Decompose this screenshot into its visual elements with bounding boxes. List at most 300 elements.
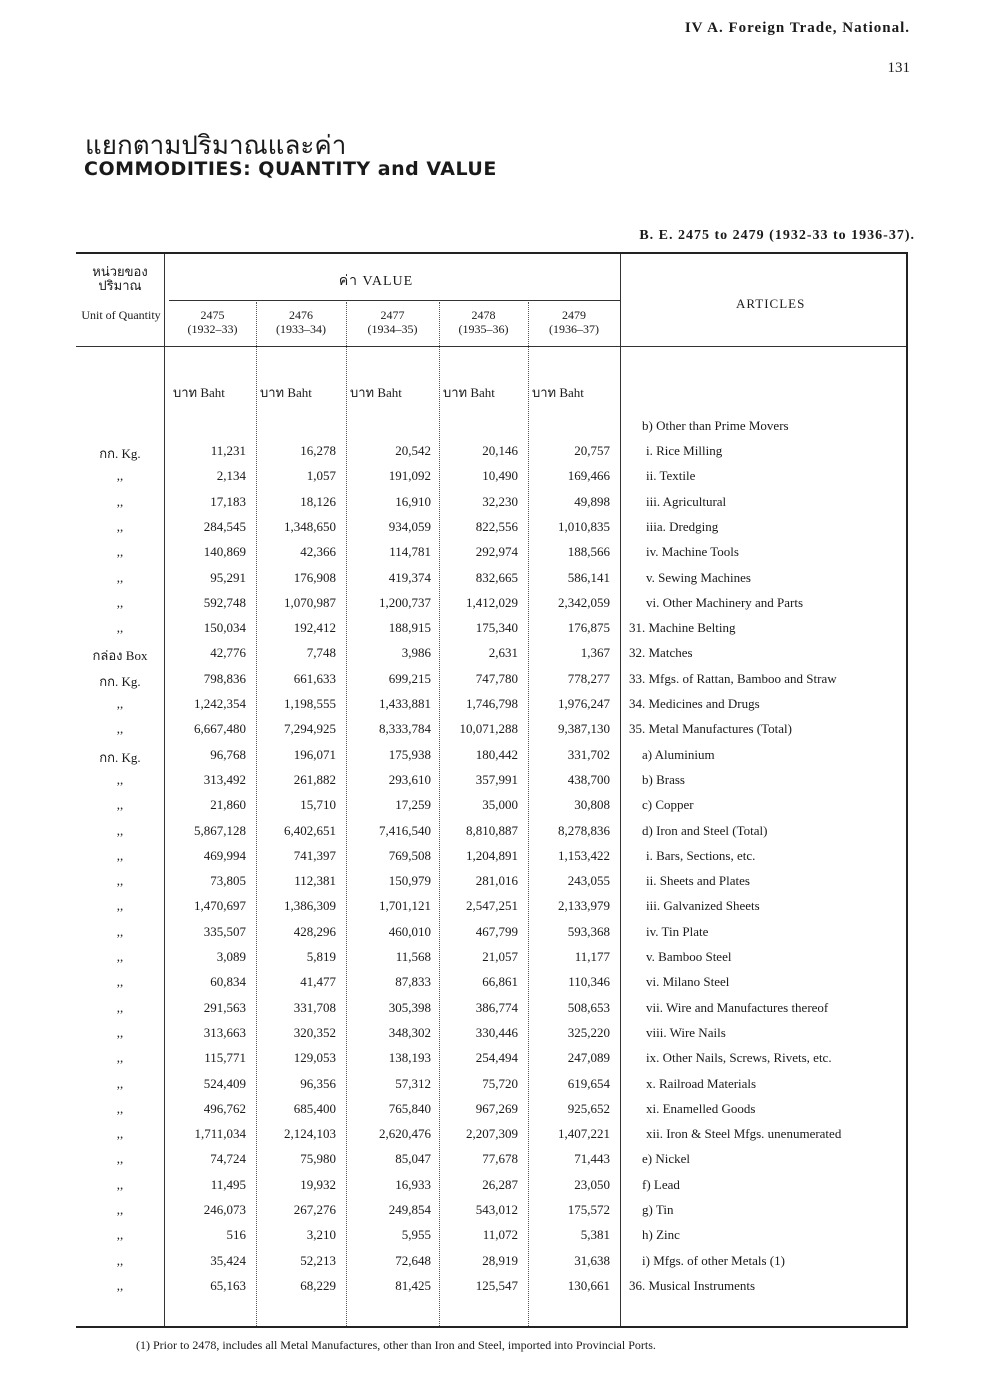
value-cell-2475: 592,748: [203, 594, 246, 610]
article-cell: iiia. Dredging: [646, 518, 719, 534]
year-ad: (1935–36): [458, 322, 509, 336]
unit-cell: กล่อง Box: [92, 648, 148, 664]
unit-cell: ,,: [116, 1176, 124, 1192]
value-cell-2478: 20,146: [482, 443, 518, 458]
article-cell: xii. Iron & Steel Mfgs. unenumerated: [646, 1126, 842, 1142]
table-row: [76, 898, 906, 920]
table-row: [76, 1126, 906, 1148]
value-cell-2479: 438,700: [567, 771, 610, 787]
value-cell-2479: 331,702: [567, 746, 610, 762]
value-cell-2476: 16,278: [300, 443, 336, 458]
value-cell-2476: 96,356: [300, 1075, 336, 1091]
value-underline: [169, 300, 620, 301]
value-cell-2479: 2,342,059: [558, 594, 610, 610]
value-cell-2478: 32,230: [482, 493, 518, 509]
value-cell-2476: 1,057: [306, 468, 336, 484]
value-cell-2477: 2,620,476: [379, 1126, 431, 1142]
table-row: [76, 544, 906, 566]
unit-cell: ,,: [116, 468, 124, 484]
value-cell-2479: 8,278,836: [558, 822, 610, 838]
value-cell-2478: 75,720: [482, 1075, 518, 1091]
table-row: [76, 595, 906, 617]
value-cell-2475: 96,768: [210, 746, 246, 762]
value-cell-2476: 176,908: [293, 569, 336, 585]
article-cell: h) Zinc: [642, 1227, 680, 1243]
value-cell-2479: 71,443: [574, 1151, 610, 1167]
value-cell-2478: 967,269: [475, 1100, 518, 1116]
value-cell-2478: 35,000: [482, 797, 518, 813]
value-cell-2477: 150,979: [388, 873, 431, 889]
value-cell-2476: 2,124,103: [284, 1126, 336, 1142]
value-cell-2479: 30,808: [574, 797, 610, 813]
value-cell-2475: 291,563: [203, 999, 246, 1015]
value-cell-2476: 331,708: [293, 999, 336, 1015]
value-cell-2475: 1,242,354: [194, 696, 246, 711]
value-cell-2475: 95,291: [210, 569, 246, 585]
value-cell-2478: 26,287: [482, 1176, 518, 1192]
value-cell-2479: 20,757: [574, 443, 610, 458]
table-row: [76, 1101, 906, 1123]
currency-label: บาท Baht: [173, 385, 225, 400]
year-be: 2475: [200, 308, 225, 322]
value-cell-2478: 28,919: [482, 1252, 518, 1268]
year-header-2478: [439, 308, 528, 336]
table-row: [76, 1202, 906, 1224]
value-cell-2476: 196,071: [293, 746, 336, 762]
value-cell-2475: 65,163: [210, 1277, 246, 1293]
value-cell-2476: 192,412: [293, 620, 336, 636]
value-cell-2478: 2,207,309: [466, 1126, 518, 1142]
unit-cell: ,,: [116, 696, 124, 711]
value-cell-2476: 129,053: [293, 1050, 336, 1066]
value-cell-2478: 125,547: [475, 1277, 518, 1293]
value-cell-2477: 765,840: [388, 1100, 431, 1116]
value-cell-2479: 130,661: [567, 1277, 610, 1293]
page-number: 131: [887, 60, 910, 76]
unit-cell: ,,: [116, 898, 124, 914]
article-cell: 36. Musical Instruments: [629, 1277, 756, 1293]
article-cell: vii. Wire and Manufactures thereof: [646, 999, 829, 1015]
footnote: (1) Prior to 2478, includes all Metal Manufactures, other than Iron and Steel, imported into Provincial Ports.: [136, 1338, 656, 1352]
table-row: [76, 519, 906, 541]
value-cell-2477: 249,854: [388, 1202, 431, 1217]
unit-cell: กก. Kg.: [99, 446, 141, 461]
table-row: [76, 1253, 906, 1275]
unit-cell: ,,: [116, 1252, 124, 1268]
table-row: [76, 494, 906, 516]
value-cell-2478: 467,799: [475, 923, 518, 939]
value-cell-2475: 335,507: [203, 923, 246, 939]
value-cell-2479: 593,368: [567, 923, 610, 939]
article-cell: 34. Medicines and Drugs: [629, 696, 760, 711]
value-cell-2478: 254,494: [475, 1050, 518, 1066]
value-cell-2477: 11,568: [395, 949, 431, 964]
value-cell-2477: 3,986: [401, 645, 431, 661]
article-cell: iv. Machine Tools: [646, 544, 739, 560]
unit-cell: ,,: [116, 569, 124, 585]
value-cell-2477: 699,215: [388, 670, 431, 686]
value-cell-2478: 330,446: [475, 1024, 518, 1040]
article-cell: iv. Tin Plate: [646, 923, 709, 939]
value-cell-2475: 6,667,480: [194, 721, 246, 737]
unit-cell: ,,: [116, 873, 124, 889]
table-row: [76, 1076, 906, 1098]
value-cell-2476: 1,070,987: [284, 594, 336, 610]
article-cell: ii. Sheets and Plates: [646, 873, 750, 889]
value-cell-2479: 23,050: [574, 1176, 610, 1192]
value-cell-2477: 81,425: [395, 1277, 431, 1293]
value-cell-2478: 832,665: [475, 569, 518, 585]
value-cell-2479: 31,638: [574, 1252, 610, 1268]
year-be: 2478: [471, 308, 496, 322]
table-row: [76, 468, 906, 490]
value-cell-2479: 619,654: [567, 1075, 610, 1091]
unit-cell: กก. Kg.: [99, 673, 141, 689]
section-header: IV A. Foreign Trade, National.: [684, 20, 910, 36]
value-cell-2476: 267,276: [293, 1202, 336, 1217]
article-cell: vi. Other Machinery and Parts: [646, 594, 804, 610]
year-header-2476: [256, 308, 346, 336]
value-cell-2476: 19,932: [300, 1176, 336, 1192]
unit-header-en: Unit of Quantity: [81, 308, 161, 322]
currency-label: บาท Baht: [350, 385, 402, 400]
value-cell-2478: 1,746,798: [466, 696, 518, 711]
unit-cell: ,,: [116, 1024, 124, 1040]
value-cell-2477: 419,374: [388, 569, 431, 585]
value-cell-2477: 16,910: [395, 493, 431, 509]
year-be: 2477: [380, 308, 405, 322]
unit-cell: ,,: [116, 974, 124, 990]
value-cell-2475: 313,492: [203, 771, 246, 787]
value-cell-2477: 460,010: [388, 923, 431, 939]
value-cell-2478: 77,678: [482, 1151, 518, 1167]
table-row: [76, 620, 906, 642]
unit-cell: ,,: [116, 949, 124, 964]
currency-label: บาท Baht: [260, 385, 312, 400]
value-cell-2477: 191,092: [388, 468, 431, 484]
unit-cell: ,,: [116, 1126, 124, 1142]
value-cell-2477: 114,781: [389, 544, 431, 560]
value-cell-2477: 20,542: [395, 443, 431, 458]
currency-label: บาท Baht: [532, 385, 584, 400]
value-cell-2477: 72,648: [395, 1252, 431, 1268]
table-row: [76, 873, 906, 895]
value-cell-2477: 188,915: [388, 620, 431, 636]
value-cell-2478: 386,774: [475, 999, 518, 1015]
value-cell-2476: 1,198,555: [284, 696, 336, 711]
value-cell-2475: 60,834: [210, 974, 246, 990]
value-cell-2477: 1,701,121: [379, 898, 431, 914]
value-cell-2475: 42,776: [210, 645, 246, 661]
value-cell-2475: 313,663: [203, 1024, 246, 1040]
value-cell-2479: 5,381: [580, 1227, 610, 1243]
value-cell-2475: 1,711,034: [194, 1126, 246, 1142]
value-cell-2479: 1,976,247: [558, 696, 610, 711]
value-cell-2476: 685,400: [293, 1100, 336, 1116]
article-cell: c) Copper: [642, 797, 694, 813]
value-cell-2478: 11,072: [482, 1227, 518, 1243]
unit-cell: ,,: [116, 771, 124, 787]
unit-cell: ,,: [116, 493, 124, 509]
value-cell-2476: 68,229: [300, 1277, 336, 1293]
value-cell-2478: 292,974: [475, 544, 518, 560]
value-cell-2478: 180,442: [475, 746, 518, 762]
value-cell-2479: 586,141: [567, 569, 610, 585]
value-cell-2479: 9,387,130: [558, 721, 610, 737]
value-cell-2477: 7,416,540: [379, 822, 431, 838]
value-cell-2475: 74,724: [210, 1151, 246, 1167]
table-row: [76, 848, 906, 870]
article-cell: iii. Agricultural: [646, 493, 727, 509]
value-cell-2477: 934,059: [388, 518, 431, 534]
subhead-row: [76, 418, 906, 440]
article-cell: i) Mfgs. of other Metals (1): [642, 1252, 785, 1268]
year-ad: (1933–34): [276, 322, 326, 336]
unit-cell: ,,: [116, 620, 124, 636]
table-row: [76, 1227, 906, 1249]
article-cell: iii. Galvanized Sheets: [646, 898, 760, 914]
year-ad: (1936–37): [549, 322, 599, 336]
article-cell: v. Bamboo Steel: [646, 949, 732, 964]
value-cell-2477: 138,193: [388, 1050, 431, 1066]
value-cell-2475: 1,470,697: [194, 898, 246, 914]
value-cell-2478: 10,071,288: [459, 721, 518, 737]
table-row: [76, 823, 906, 845]
value-cell-2476: 261,882: [293, 771, 336, 787]
value-cell-2478: 747,780: [475, 670, 518, 686]
value-cell-2476: 1,386,309: [284, 898, 336, 914]
value-cell-2477: 1,200,737: [379, 594, 431, 610]
table-row: [76, 645, 906, 667]
table-row: [76, 721, 906, 743]
value-cell-2479: 778,277: [567, 670, 610, 686]
period-label: B. E. 2475 to 2479 (1932-33 to 1936-37).: [639, 228, 915, 243]
value-cell-2478: 66,861: [482, 974, 518, 990]
value-cell-2479: 508,653: [567, 999, 610, 1015]
value-cell-2476: 18,126: [300, 493, 336, 509]
article-cell: 32. Matches: [629, 645, 693, 661]
unit-cell: ,,: [116, 923, 124, 939]
value-cell-2478: 10,490: [482, 468, 518, 484]
value-cell-2478: 357,991: [475, 771, 518, 787]
value-cell-2477: 305,398: [388, 999, 431, 1015]
article-cell: vi. Milano Steel: [646, 974, 730, 990]
unit-cell: ,,: [116, 1277, 124, 1293]
value-cell-2476: 661,633: [293, 670, 336, 686]
title-english: COMMODITIES: QUANTITY and VALUE: [84, 158, 497, 180]
article-cell: viii. Wire Nails: [646, 1024, 726, 1040]
value-cell-2478: 175,340: [475, 620, 518, 636]
unit-cell: ,,: [116, 518, 124, 534]
articles-header: ARTICLES: [736, 296, 806, 311]
value-cell-2475: 11,495: [210, 1176, 246, 1192]
table-row: [76, 1025, 906, 1047]
subhead-label: b) Other than Prime Movers: [642, 418, 789, 433]
unit-cell: ,,: [116, 1202, 124, 1217]
unit-cell: ,,: [116, 822, 124, 838]
value-cell-2477: 17,259: [395, 797, 431, 813]
unit-cell: ,,: [116, 1100, 124, 1116]
article-cell: d) Iron and Steel (Total): [642, 822, 768, 838]
article-cell: g) Tin: [642, 1202, 674, 1217]
value-cell-2476: 1,348,650: [284, 518, 336, 534]
value-cell-2479: 49,898: [574, 493, 610, 509]
unit-cell: ,,: [116, 1151, 124, 1167]
value-cell-2475: 284,545: [203, 518, 246, 534]
value-cell-2475: 11,231: [210, 443, 246, 458]
value-cell-2475: 524,409: [203, 1075, 246, 1091]
value-cell-2479: 325,220: [567, 1024, 610, 1040]
value-cell-2475: 496,762: [203, 1100, 246, 1116]
year-be: 2476: [289, 308, 313, 322]
title-thai: แยกตามปริมาณและค่า: [85, 131, 347, 161]
table-row: [76, 671, 906, 693]
value-cell-2475: 3,089: [216, 949, 246, 964]
table-row: [76, 747, 906, 769]
value-cell-2476: 428,296: [293, 923, 336, 939]
year-header-2477: [346, 308, 439, 336]
value-cell-2475: 73,805: [210, 873, 246, 889]
article-cell: i. Bars, Sections, etc.: [646, 847, 756, 863]
value-cell-2477: 16,933: [395, 1176, 431, 1192]
value-cell-2479: 2,133,979: [558, 898, 610, 914]
year-ad: (1934–35): [367, 322, 418, 336]
value-cell-2478: 543,012: [475, 1202, 518, 1217]
value-cell-2475: 516: [226, 1227, 246, 1243]
value-cell-2476: 7,294,925: [284, 721, 336, 737]
value-cell-2477: 85,047: [395, 1151, 431, 1167]
article-cell: 35. Metal Manufactures (Total): [629, 721, 792, 737]
article-cell: e) Nickel: [642, 1151, 691, 1167]
article-cell: x. Railroad Materials: [646, 1075, 757, 1091]
value-cell-2476: 52,213: [300, 1252, 336, 1268]
unit-cell: ,,: [116, 1050, 124, 1066]
value-cell-2477: 87,833: [395, 974, 431, 990]
value-cell-2476: 5,819: [306, 949, 336, 964]
article-cell: 31. Machine Belting: [629, 620, 736, 636]
article-cell: b) Brass: [642, 771, 685, 787]
article-cell: xi. Enamelled Goods: [646, 1100, 756, 1116]
value-cell-2476: 112,381: [294, 873, 336, 889]
year-be: 2479: [562, 308, 586, 322]
unit-cell: ,,: [116, 797, 124, 813]
article-cell: i. Rice Milling: [646, 443, 723, 458]
article-cell: 33. Mfgs. of Rattan, Bamboo and Straw: [629, 670, 837, 686]
table-row: [76, 1177, 906, 1199]
value-cell-2479: 925,652: [567, 1100, 610, 1116]
value-cell-2479: 110,346: [568, 974, 610, 990]
value-cell-2477: 175,938: [388, 746, 431, 762]
value-cell-2479: 1,407,221: [558, 1126, 610, 1142]
value-cell-2477: 57,312: [395, 1075, 431, 1091]
value-cell-2475: 798,836: [203, 670, 246, 686]
unit-cell: ,,: [116, 721, 124, 737]
value-cell-2475: 21,860: [210, 797, 246, 813]
value-cell-2476: 3,210: [306, 1227, 336, 1243]
year-header-2475: [169, 308, 256, 336]
value-cell-2478: 21,057: [482, 949, 518, 964]
value-cell-2475: 2,134: [216, 468, 246, 484]
value-cell-2475: 115,771: [204, 1050, 246, 1066]
value-cell-2478: 2,631: [488, 645, 518, 661]
value-cell-2476: 42,366: [300, 544, 336, 560]
value-cell-2478: 8,810,887: [466, 822, 518, 838]
value-cell-2479: 11,177: [574, 949, 610, 964]
value-cell-2479: 169,466: [567, 468, 610, 484]
unit-cell: กก. Kg.: [99, 749, 141, 765]
unit-header-thai: หน่วยของปริมาณ: [92, 265, 148, 294]
value-cell-2476: 41,477: [300, 974, 336, 990]
data-table: [76, 252, 908, 1328]
unit-cell: ,,: [116, 544, 124, 560]
header-rule: [76, 346, 906, 347]
value-cell-2478: 281,016: [475, 873, 518, 889]
article-cell: ii. Textile: [646, 468, 696, 484]
table-row: [76, 696, 906, 718]
value-cell-2479: 247,089: [567, 1050, 610, 1066]
table-row: [76, 924, 906, 946]
table-row: [76, 1000, 906, 1022]
value-cell-2478: 1,204,891: [466, 847, 518, 863]
value-cell-2478: 2,547,251: [466, 898, 518, 914]
value-cell-2476: 6,402,651: [284, 822, 336, 838]
value-cell-2475: 35,424: [210, 1252, 246, 1268]
value-cell-2479: 1,367: [580, 645, 610, 661]
year-header-2479: [528, 308, 620, 336]
table-row: [76, 1151, 906, 1173]
currency-label: บาท Baht: [443, 385, 495, 400]
value-cell-2475: 469,994: [203, 847, 246, 863]
value-cell-2477: 5,955: [401, 1227, 431, 1243]
value-cell-2479: 188,566: [567, 544, 610, 560]
article-cell: ix. Other Nails, Screws, Rivets, etc.: [646, 1050, 832, 1066]
value-cell-2478: 1,412,029: [466, 594, 518, 610]
unit-cell: ,,: [116, 594, 124, 610]
value-cell-2476: 320,352: [293, 1024, 336, 1040]
value-header: ค่า VALUE: [338, 274, 414, 289]
value-cell-2475: 150,034: [203, 620, 246, 636]
article-cell: a) Aluminium: [642, 746, 715, 762]
value-cell-2479: 175,572: [567, 1202, 610, 1217]
value-cell-2475: 246,073: [203, 1202, 246, 1217]
unit-cell: ,,: [116, 847, 124, 863]
table-row: [76, 570, 906, 592]
unit-cell: ,,: [116, 1075, 124, 1091]
unit-cell: ,,: [116, 999, 124, 1015]
value-cell-2479: 176,875: [567, 620, 610, 636]
value-cell-2475: 17,183: [210, 493, 246, 509]
value-cell-2477: 1,433,881: [379, 696, 431, 711]
year-ad: (1932–33): [187, 322, 238, 336]
table-row: [76, 949, 906, 971]
value-cell-2479: 1,153,422: [558, 847, 610, 863]
value-cell-2477: 769,508: [388, 847, 431, 863]
table-row: [76, 797, 906, 819]
value-cell-2477: 8,333,784: [379, 721, 431, 737]
value-cell-2476: 741,397: [293, 847, 336, 863]
value-cell-2476: 7,748: [306, 645, 336, 661]
value-cell-2476: 75,980: [300, 1151, 336, 1167]
value-cell-2478: 822,556: [475, 518, 518, 534]
value-cell-2476: 15,710: [300, 797, 336, 813]
value-cell-2477: 348,302: [388, 1024, 431, 1040]
article-cell: f) Lead: [642, 1176, 680, 1192]
value-cell-2479: 1,010,835: [558, 518, 610, 534]
value-cell-2477: 293,610: [388, 771, 431, 787]
value-cell-2475: 140,869: [203, 544, 246, 560]
article-cell: v. Sewing Machines: [646, 569, 751, 585]
unit-cell: ,,: [116, 1227, 124, 1243]
